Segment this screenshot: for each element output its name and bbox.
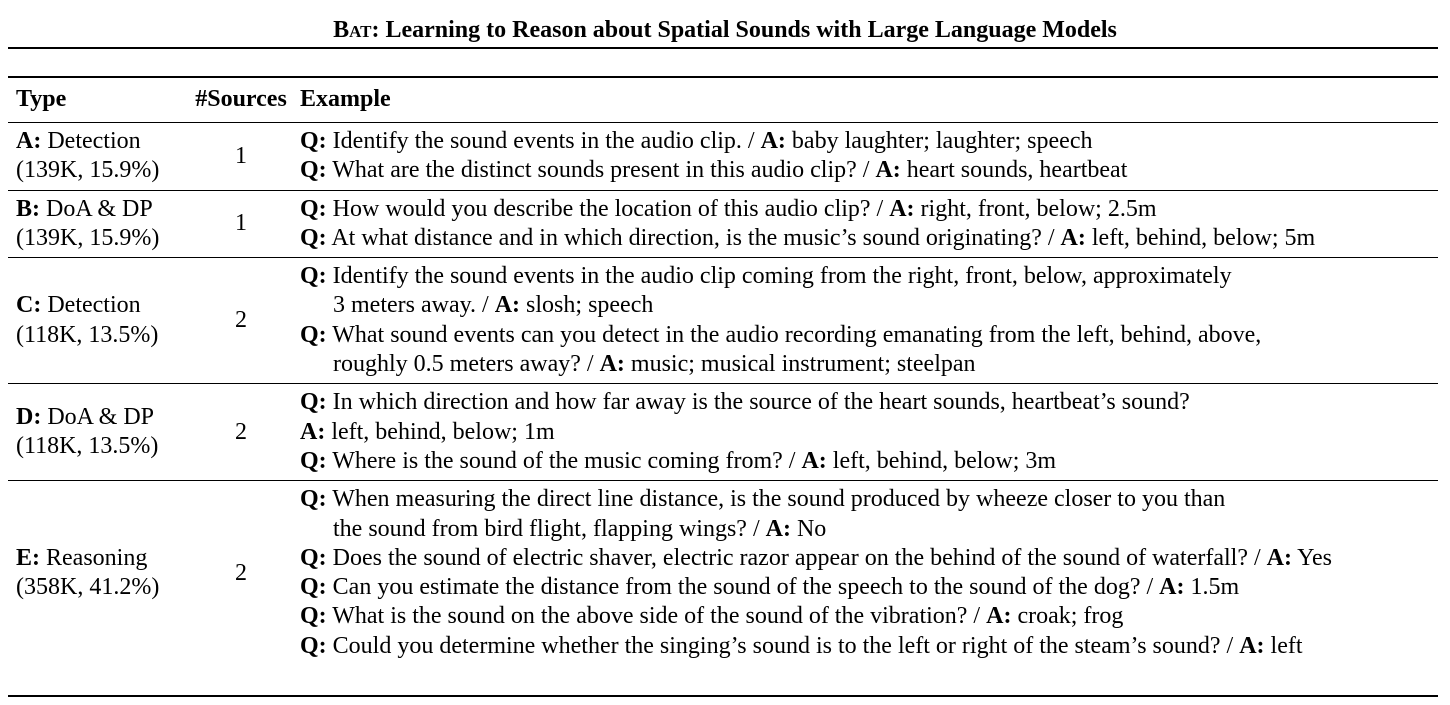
type-cell xyxy=(8,123,182,191)
question-text: Could you determine whether the singing’s sound is to the left or right of the steam’s sound? / xyxy=(326,632,1240,659)
question-text: Where is the sound of the music coming from? / xyxy=(326,447,802,474)
column-header-example: Example xyxy=(300,86,391,113)
type-stats: (139K, 15.9%) xyxy=(16,224,160,251)
table-header-row xyxy=(8,78,1438,123)
column-header-sources: #Sources xyxy=(195,86,287,113)
answer-text: heart sounds, heartbeat xyxy=(900,157,1128,184)
table-body xyxy=(8,123,1438,666)
qa-line xyxy=(300,224,1438,253)
answer-text: baby laughter; laughter; speech xyxy=(785,128,1093,154)
q-marker: Q: xyxy=(300,486,327,513)
type-stats: (139K, 15.9%) xyxy=(16,157,160,184)
header-title-rest: : Learning to Reason about Spatial Sounds with Large Language Models xyxy=(371,17,1117,43)
answer-text: 1.5m xyxy=(1184,574,1240,601)
a-marker: A: xyxy=(801,447,827,474)
qa-line xyxy=(300,632,1438,661)
a-marker: A: xyxy=(1060,224,1086,251)
type-letter: B: xyxy=(16,195,40,222)
q-marker: Q: xyxy=(300,224,327,251)
example-cell xyxy=(300,481,1438,665)
question-text: 3 meters away. / xyxy=(333,292,495,319)
question-text: the sound from bird flight, flapping wings? / xyxy=(333,515,766,542)
table-row xyxy=(8,258,1438,384)
question-text: Identify the sound events in the audio clip coming from the right, front, below, approximately xyxy=(326,263,1232,290)
a-marker: A: xyxy=(1239,632,1265,659)
sources-cell: 1 xyxy=(235,210,247,237)
question-text: When measuring the direct line distance, is the sound produced by wheeze closer to you than xyxy=(326,486,1226,513)
qa-line xyxy=(300,195,1438,224)
question-text: In which direction and how far away is the source of the heart sounds, heartbeat’s sound? xyxy=(326,389,1190,416)
qa-examples-table xyxy=(8,78,1438,665)
qa-line xyxy=(300,321,1438,350)
q-marker: Q: xyxy=(300,389,327,416)
header-rule xyxy=(8,47,1438,49)
question-text: What is the sound on the above side of the sound of the vibration? / xyxy=(326,603,987,630)
qa-line xyxy=(300,262,1438,291)
type-name: Detection xyxy=(41,128,141,154)
qa-line xyxy=(300,573,1438,602)
answer-text: right, front, below; 2.5m xyxy=(914,195,1157,222)
answer-text: music; musical instrument; steelpan xyxy=(624,351,976,378)
type-letter: E: xyxy=(16,544,40,571)
type-letter: D: xyxy=(16,404,42,431)
a-marker: A: xyxy=(599,351,625,378)
answer-text: Yes xyxy=(1291,544,1333,571)
qa-line xyxy=(300,544,1438,573)
type-stats: (118K, 13.5%) xyxy=(16,321,159,348)
type-name: DoA & DP xyxy=(40,195,153,222)
a-marker: A: xyxy=(494,292,521,319)
a-marker: A: xyxy=(760,128,786,154)
qa-line-continued xyxy=(300,291,1438,320)
table-row xyxy=(8,481,1438,665)
type-stats: (358K, 41.2%) xyxy=(16,574,160,601)
question-text: Identify the sound events in the audio clip. / xyxy=(326,128,761,154)
question-text: What are the distinct sounds present in this audio clip? / xyxy=(326,157,876,184)
a-marker: A: xyxy=(889,195,915,222)
table-row xyxy=(8,384,1438,481)
example-cell xyxy=(300,258,1438,384)
qa-line-continued xyxy=(300,350,1438,379)
answer-text: left xyxy=(1264,632,1303,659)
answer-text: croak; frog xyxy=(1011,603,1124,630)
table-bottom-rule xyxy=(8,695,1438,697)
qa-line-continued xyxy=(300,515,1438,544)
answer-text: left, behind, below; 5m xyxy=(1085,224,1316,251)
qa-line xyxy=(300,485,1438,514)
q-marker: Q: xyxy=(300,195,327,222)
type-cell xyxy=(8,384,182,481)
a-marker: A: xyxy=(1159,574,1185,601)
qa-line xyxy=(300,447,1438,476)
sources-cell: 2 xyxy=(235,418,247,445)
sources-cell: 2 xyxy=(235,307,247,334)
question-text: How would you describe the location of this audio clip? / xyxy=(326,195,890,222)
example-cell xyxy=(300,384,1438,481)
type-name: Reasoning xyxy=(40,544,148,571)
question-text: What sound events can you detect in the audio recording emanating from the left, behind, above, xyxy=(326,321,1262,348)
type-name: Detection xyxy=(41,292,141,319)
q-marker: Q: xyxy=(300,632,327,659)
answer-text: left, behind, below; 1m xyxy=(325,418,555,445)
header-title-smallcaps: Bat xyxy=(333,17,372,43)
qa-line xyxy=(300,127,1438,156)
q-marker: Q: xyxy=(300,603,327,630)
sources-cell: 1 xyxy=(235,142,247,169)
type-stats: (118K, 13.5%) xyxy=(16,433,159,460)
type-name: DoA & DP xyxy=(41,404,155,431)
q-marker: Q: xyxy=(300,321,327,348)
q-marker: Q: xyxy=(300,128,327,154)
answer-text: slosh; speech xyxy=(520,292,654,319)
answer-text: left, behind, below; 3m xyxy=(826,447,1057,474)
type-cell xyxy=(8,258,182,384)
question-text: Does the sound of electric shaver, electric razor appear on the behind of the sound of waterfall? / xyxy=(326,544,1267,571)
running-header xyxy=(0,14,1450,46)
a-marker: A: xyxy=(986,603,1012,630)
qa-line xyxy=(300,156,1438,185)
type-letter: C: xyxy=(16,292,42,319)
q-marker: Q: xyxy=(300,574,327,601)
question-text: At what distance and in which direction, is the music’s sound originating? / xyxy=(326,224,1061,251)
sources-cell: 2 xyxy=(235,559,247,586)
answer-text: No xyxy=(790,515,827,542)
a-marker: A: xyxy=(300,418,326,445)
q-marker: Q: xyxy=(300,447,327,474)
table-row xyxy=(8,190,1438,258)
q-marker: Q: xyxy=(300,263,327,290)
example-cell xyxy=(300,190,1438,258)
type-letter: A: xyxy=(16,128,42,154)
qa-line xyxy=(300,602,1438,631)
table-row xyxy=(8,123,1438,191)
qa-line xyxy=(300,418,1438,447)
type-cell xyxy=(8,190,182,258)
column-header-type: Type xyxy=(16,86,67,113)
q-marker: Q: xyxy=(300,157,327,184)
question-text: Can you estimate the distance from the sound of the speech to the sound of the dog? / xyxy=(326,574,1160,601)
qa-line xyxy=(300,388,1438,417)
a-marker: A: xyxy=(1266,544,1292,571)
a-marker: A: xyxy=(875,157,901,184)
example-cell xyxy=(300,123,1438,191)
q-marker: Q: xyxy=(300,544,327,571)
question-text: roughly 0.5 meters away? / xyxy=(333,351,600,378)
a-marker: A: xyxy=(765,515,791,542)
type-cell xyxy=(8,481,182,665)
